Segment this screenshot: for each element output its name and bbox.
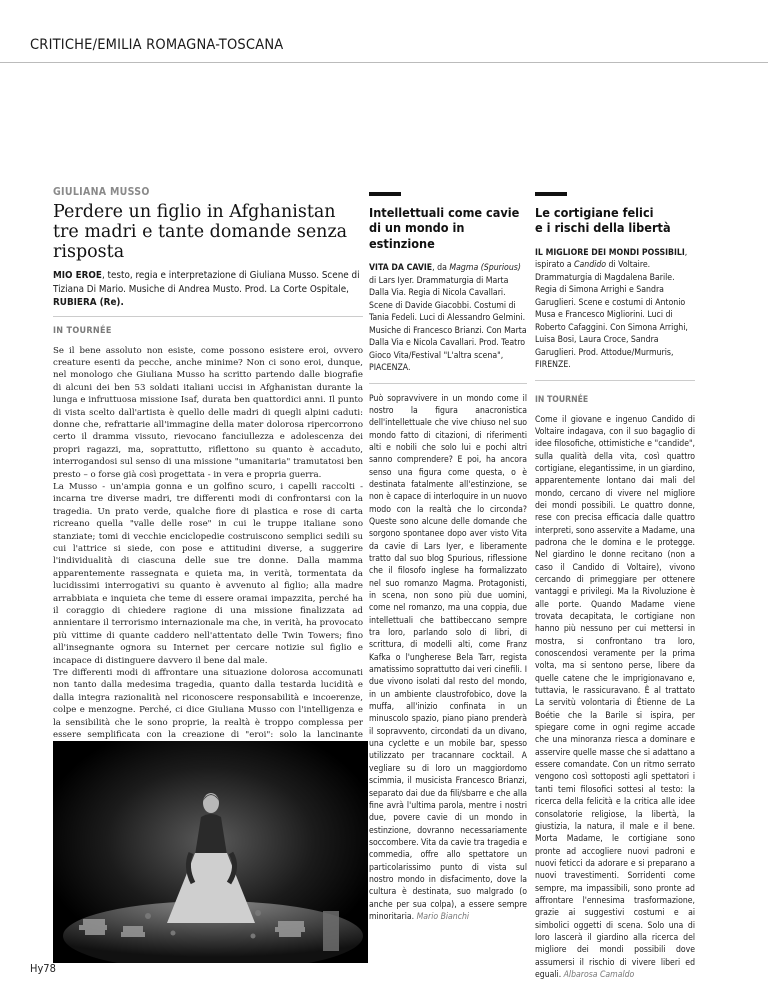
page-number: Hy78 [30,962,56,975]
source-title: Candido [573,260,607,270]
heading-bar [369,192,401,196]
article-body [369,393,527,924]
tournee-label: IN TOURNÉE [535,394,589,405]
body-paragraph: Come il giovane e ingenuo Candido di Voltaire indagava, con il suo bagaglio di idee filosofiche, ottimistiche e "candide", sulla qualità della vita, così quattro cortigiane, elegantissime, in un giardino, apparentemente lontano dai mali del mondo, cercano di vivere nel migliore dei mondi possibili. Le quattro donne, rese con precisa efficacia dalle quattro interpreti, sono asservite a Madame, una padrona che le domina e le protegge. Nel giardino le donne recitano (non a caso il Candido di Voltaire), vivono cercando di primeggiare per ottenere vantaggi e privilegi. Ma la Rivoluzione è alle porte. Quando Madame viene trovata decapitata, le cortigiane non hanno più nessuno per cui mettersi in mostra, si confrontano tra loro, conoscendosi veramente per la prima volta, ma si sentono perse, libere da quelle catene che le imprigionavano e, tuttavia, le rassicuravano. È al trattato La servitù volontaria di Étienne de La Boétie che la Barile si ispira, per spiegare come in ogni regime accade che una minoranza riesca a dominare e asservire quelle masse che si adattano a essere comandate. Con un ritmo serrato vengono così sottoposti agli spettatori i tanti temi filosofici sottesi al testo: la ricerca della felicità e la critica alle idee consolatorie religiose, la libertà, la giustizia, la natura, il male e il bene. Morta Madame, le cortigiane sono pronte ad accogliere nuovi padroni e nuovi feticci da adorare e si preparano a nuovi travestimenti. Sorridenti come sempre, ma impassibili, sono pronte ad affrontare l'ennesima trasformazione, grazie ai suggestivi costumi e ai simbolici oggetti di scena. Solo una di loro lascerà il giardino alla ricerca del migliore dei mondi possibili dove assumersi il rischio di vivere liberi ed eguali. [535,414,695,980]
article-title [369,205,527,252]
article-mio-eroe [53,186,363,804]
header-rule [0,62,768,63]
article-author: GIULIANA MUSSO [53,186,150,198]
article-body [535,414,695,982]
article-body [53,345,363,804]
stage-photo-image [53,741,368,963]
tournee-label: IN TOURNÉE [53,325,112,336]
heading-bar [535,192,567,196]
article-vita-da-cavie [369,192,527,923]
article-credits: VITA DA CAVIE, da Magma (Spurious) di Lars Iyer. Drammaturgia di Marta Dalla Via. Regia di Nicola Cavallari. Scene di Davide Giacobbi. Costumi di Tania Fedeli. Luci di Alessandro Gelmini. Musiche di Francesco Brianzi. Con Marta Dalla Via e Nicola Cavallari. Prod. Teatro Gioco Vita/Festival "L'altra scena", PIACENZA. [369,263,527,373]
article-title [53,202,363,262]
show-title: IL MIGLIORE DEI MONDI POSSIBILI [535,247,685,258]
body-paragraph: La Musso - un'ampia gonna e un golfino scuro, i capelli raccolti - incarna tre diverse madri, tre differenti modi di confrontarsi con la tragedia. Un prato verde, qualche fiore di plastica e rose di carta ricreano quella "valle delle rose" in cui le truppe italiane sono stanziate; tomi di vecchie enciclopedie costruiscono semplici sedili su cui l'attrice si siede, con pose e attitudini diverse, a suggerire l'individualità di ciascuna delle sue tre donne. Dalla mamma apparentemente rassegnata e quieta ma, in verità, tormentata da lucidissimi interrogativi su quanto è avvenuto al figlio; alla madre arrabbiata e inquieta che teme di essere oramai impazzita, perché ha il coraggio di chiedere ragione di una missione finalizzata ad annientare il terrorismo internazionale ma che, in verità, ha provocato più vittime di quante caddero nell'attentato delle Twin Towers; fino all'insegnante ognora su Internet per cercare notizie sul figlio e incapace di distinguere davvero il bene dal male. [53,481,363,666]
body-paragraph: Può sopravvivere in un mondo come il nostro la figura anacronistica dell'intellettuale che vive chiuso nel suo mondo fatto di citazioni, di riferimenti alti e nobili che solo lui e pochi altri sanno comprendere? E poi, ha ancora senso una figura come questa, o è destinata fatalmente all'estinzione, se non è capace di interloquire in un nuovo modo con la realtà che lo circonda? Queste sono alcune delle domande che sorgono spontanee dopo aver visto Vita da cavie di Lars Iyer, e liberamente tratto dal suo blog Spurious, riflessione che il filosofo inglese ha formalizzato nel suo romanzo Magma. Protagonisti, in scena, non sono più due uomini, come nel romanzo, ma una coppia, due intellettuali che battibeccano sempre tra loro, parlando solo di libri, di scrittura, di modelli alti, come Franz Kafka o l'ungherese Bela Tarr, regista amatissimo soprattutto dai veri cinefili. I due vivono isolati dal resto del mondo, in un ambiente claustrofobico, dove la muffa, all'inizio confinata in un minuscolo spazio, piano piano prenderà il sopravvento, circondati da un divano, una cyclette e un mobile bar, spesso utilizzato per tracannare cocktail. A vegliare su di loro un maggiordomo scimmia, il musicista Francesco Brianzi, separato dai due da fili/sbarre e che alla fine avrà l'ultima parola, mentre i nostri due, povere cavie di un mondo in estinzione, dovranno necessariamente soccombere. Vita da cavie tra tragedia e commedia, offre allo spettatore un particolarissimo punto di vista sul nostro mondo in disfacimento, dove la cultura è destinata, suo malgrado (o anche per sua colpa), a essere sempre minoritaria. [369,393,527,922]
title-line-1: Le cortigiane felici [535,204,654,220]
article-signature: Albarosa Camaldo [563,969,635,980]
stage-photo [53,741,368,963]
article-title [535,205,695,236]
body-paragraph: Tre differenti modi di affrontare una situazione dolorosa accomunati non tanto dalla medesima tragedia, quanto dalla testarda lucidità e dalla integra razionalità nel riconoscere responsabilità e incoerenze, colpe e menzogne. Perché, ci dice Giuliana Musso con l'intelligenza e la sensibilità che le sono proprie, la realtà è troppo complessa per essere semplificata con la creazione di "eroi": solo la lancinante [53,667,363,803]
article-signature: Mario Bianchi [416,911,470,922]
credits-city: RUBIERA (Re). [53,297,124,308]
show-title: VITA DA CAVIE [369,263,433,273]
divider [53,316,363,317]
article-credits: IL MIGLIORE DEI MONDI POSSIBILI, ispirato a Candido di Voltaire. Drammaturgia di Magdalena Barile. Regia di Simona Arrighi e Sandra Garuglieri. Scene e costumi di Antonio Musa e Francesco Migliorini. Luci di Roberto Cafaggini. Con Simona Arrighi, Luisa Bosi, Laura Croce, Sandra Garuglieri. Prod. Attodue/Murmuris, FIRENZE. [535,247,688,370]
article-credits [53,269,363,310]
body-paragraph: Se il bene assoluto non esiste, come possono esistere eroi, ovvero creature esenti da pecche, anche minime? Non ci sono eroi, dunque, nel monologo che Giuliana Musso ha scritto partendo dalle biografie di alcuni dei ben 53 soldati italiani uccisi in Afghanistan durante la lunga e infruttuosa missione Isaf, durata ben quattordici anni. Il punto di vista scelto dall'artista è quello delle madri di quegli alpini caduti: donne che, refrattarie all'immagine della mater dolorosa ripercorrono certo il dramma vissuto, rievocano fanciullezza e adolescenza dei propri ragazzi, ma, soprattutto, riflettono su quanto è accaduto, interrogandosi sul senso di una missione "umanitaria" tramutatosi ben presto – o forse già così progettata - in vera e propria guerra. [53,345,363,480]
title-line-1: Perdere un figlio in Afghanistan [53,202,336,222]
divider [369,383,527,384]
show-title: MIO EROE [53,270,102,281]
title-line-2: e i rischi della libertà [535,220,671,235]
source-title: Magma (Spurious) [449,263,521,273]
article-migliore-dei-mondi [535,192,695,981]
title-line-1: Intellettuali come cavie [369,204,520,220]
title-line-2: di un mondo in estinzione [369,220,465,251]
credits-text: , testo, regia e interpretazione di Giuliana Musso. Scene di Tiziana Di Mario. Musiche di Andrea Musto. Prod. La Corte Ospitale, [53,270,360,295]
section-header: CRITICHE/EMILIA ROMAGNA-TOSCANA [30,37,284,53]
title-line-2: tre madri e tante domande senza risposta [53,222,348,262]
divider [535,380,695,381]
